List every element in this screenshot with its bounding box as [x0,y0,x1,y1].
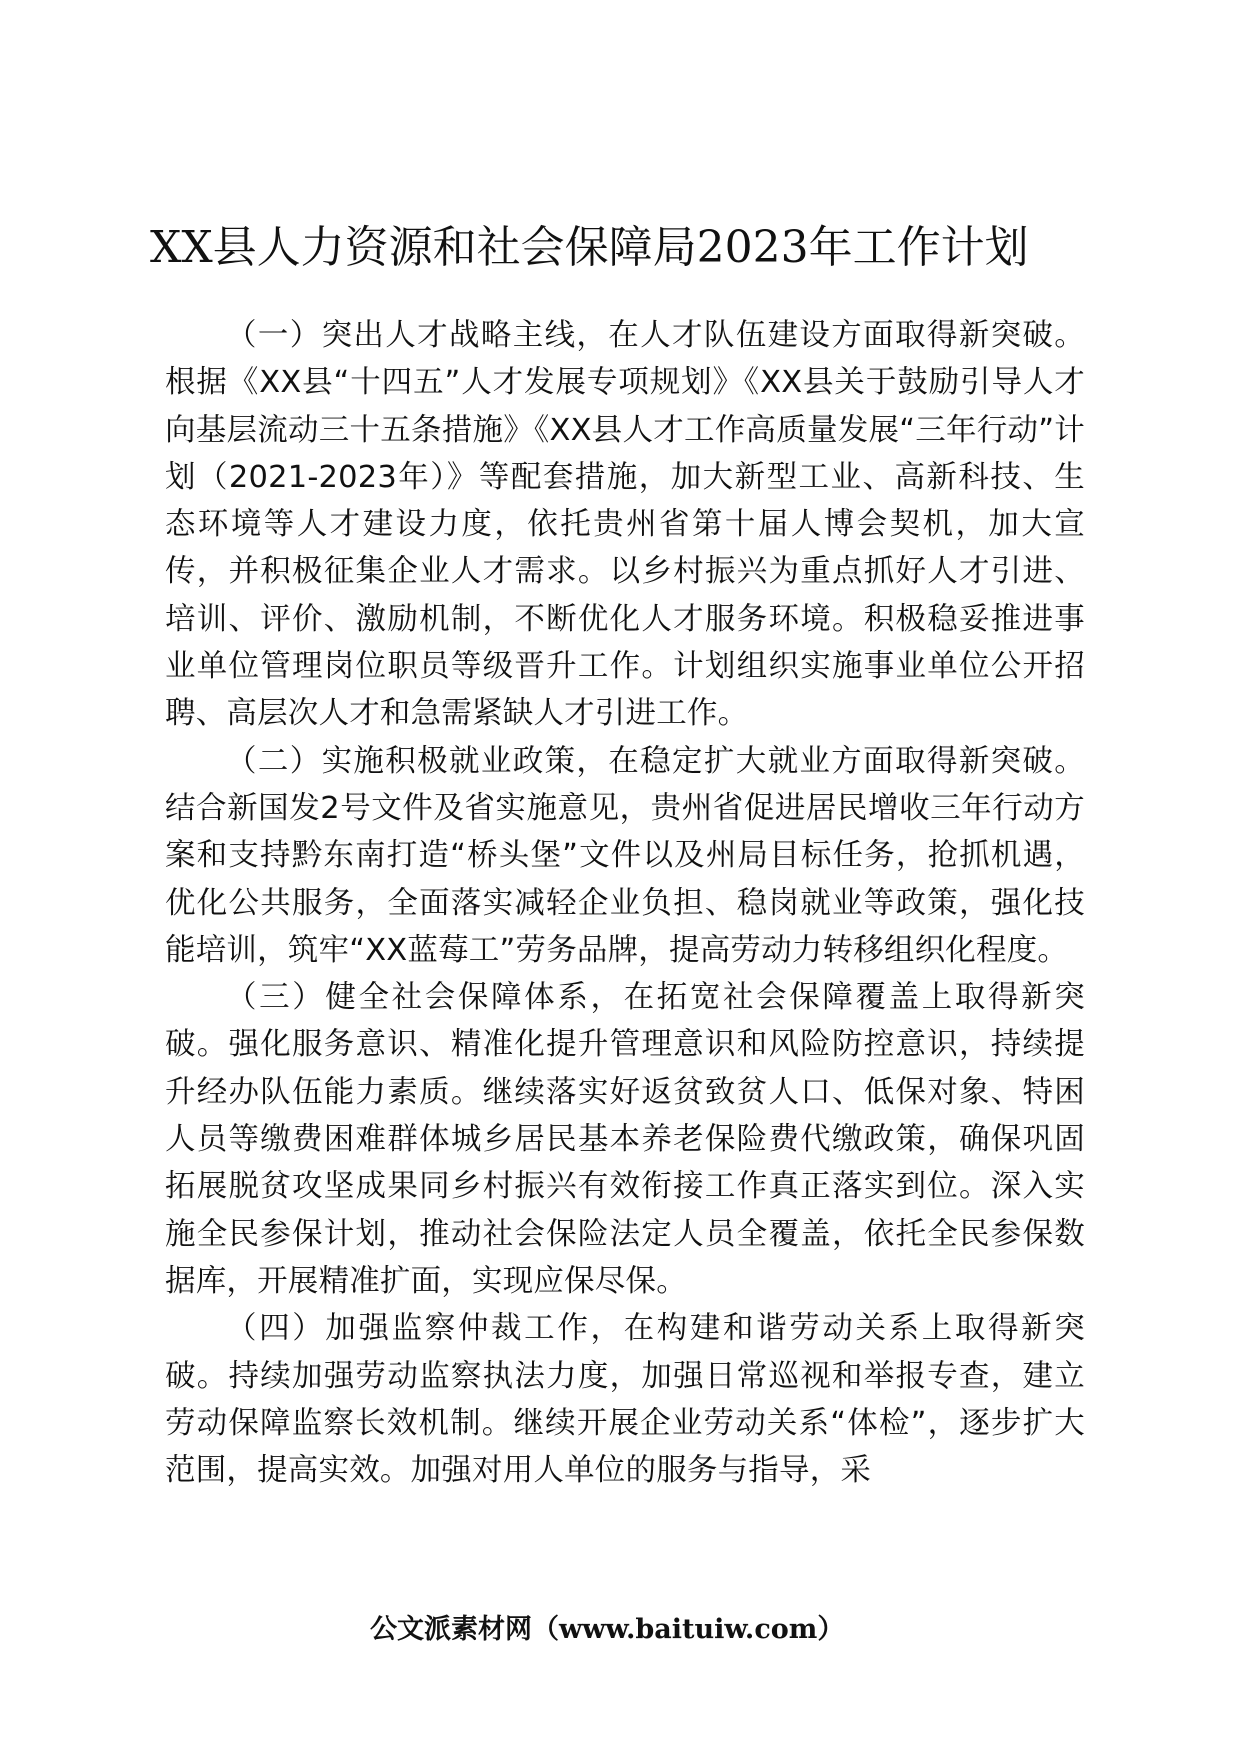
paragraph-talent: （一）突出人才战略主线，在人才队伍建设方面取得新突破。根据《XX县“十四五”人才发展专项规划》《XX县关于鼓励引导人才向基层流动三十五条措施》《XX县人才工作高质量发展“三年行动”计划（2021-2023年）》等配套措施，加大新型工业、高新科技、生态环境等人才建设力度，依托贵州省第十届人博会契机，加大宣传，并积极征集企业人才需求。以乡村振兴为重点抓好人才引进、培训、评价、激励机制，不断优化人才服务环境。积极稳妥推进事业单位管理岗位职员等级晋升工作。计划组织实施事业单位公开招聘、高层次人才和急需紧缺人才引进工作。 [165,318,1085,732]
paragraph-social-security: （三）健全社会保障体系，在拓宽社会保障覆盖上取得新突破。强化服务意识、精准化提升管理意识和风险防控意识，持续提升经办队伍能力素质。继续落实好返贫致贫人口、低保对象、特困人员等缴费困难群体城乡居民基本养老保险费代缴政策，确保巩固拓展脱贫攻坚成果同乡村振兴有效衔接工作真正落实到位。深入实施全民参保计划，推动社会保险法定人员全覆盖，依托全民参保数据库，开展精准扩面，实现应保尽保。 [165,980,1085,1299]
document-body [165,312,1085,1494]
paragraph-employment: （二）实施积极就业政策，在稳定扩大就业方面取得新突破。结合新国发2号文件及省实施意见，贵州省促进居民增收三年行动方案和支持黔东南打造“桥头堡”文件以及州局目标任务，抢抓机遇，优化公共服务，全面落实减轻企业负担、稳岗就业等政策，强化技能培训，筑牢“XX蓝莓工”劳务品牌，提高劳动力转移组织化程度。 [165,743,1085,968]
document-title: XX县人力资源和社会保障局2023年工作计划 [150,222,1029,273]
source-watermark-footer: 公文派素材网（www.baituiw.com） [370,1614,845,1645]
paragraph-labor-inspection: （四）加强监察仲裁工作，在构建和谐劳动关系上取得新突破。持续加强劳动监察执法力度，加强日常巡视和举报专查，建立劳动保障监察长效机制。继续开展企业劳动关系“体检”，逐步扩大范围，提高实效。加强对用人单位的服务与指导，采 [165,1311,1085,1489]
